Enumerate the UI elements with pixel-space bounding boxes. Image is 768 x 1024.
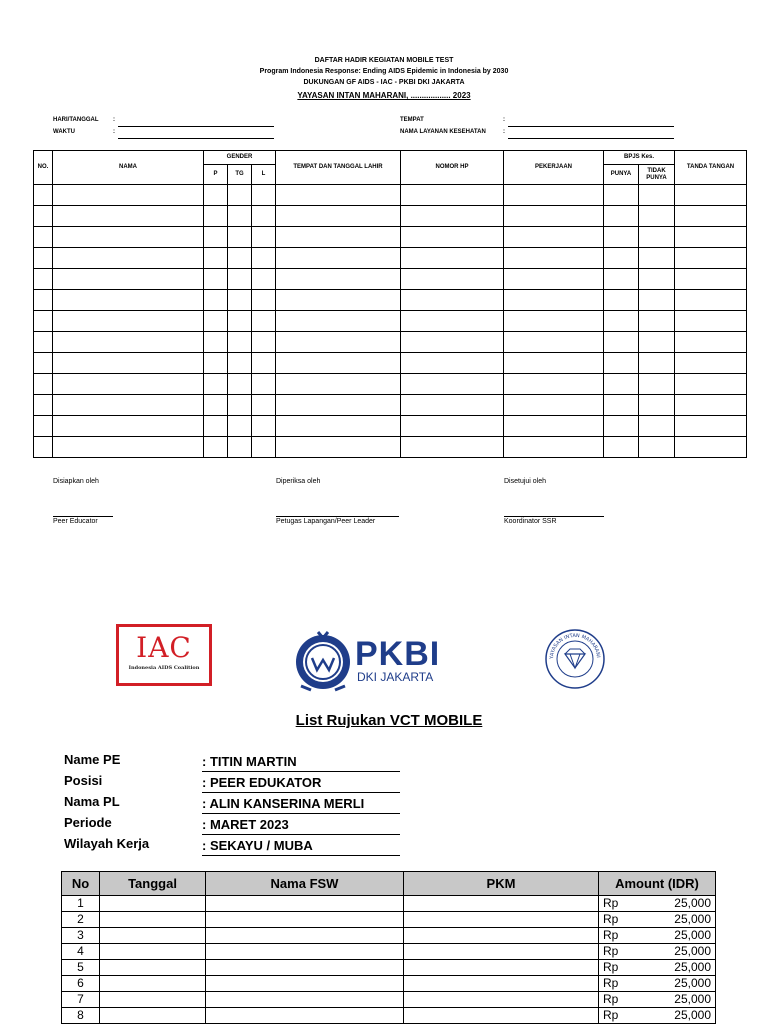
attendance-cell[interactable] — [228, 269, 252, 290]
referral-amount — [599, 896, 716, 912]
amount-value: 25,000 — [674, 960, 711, 974]
info-label: Nama PL — [64, 794, 120, 809]
doc-subtitle-yayasan: YAYASAN INTAN MAHARANI, .................. 2023 — [297, 91, 471, 100]
sig-checked-label: Diperiksa oleh — [276, 478, 321, 485]
referral-row — [62, 912, 716, 928]
attendance-cell[interactable] — [276, 227, 401, 248]
attendance-cell[interactable] — [639, 290, 675, 311]
referral-no: 1 — [62, 896, 100, 912]
doc-subtitle-support: DUKUNGAN GF AIDS - IAC - PKBI DKI JAKARTA — [303, 79, 465, 86]
amount-value: 25,000 — [674, 944, 711, 958]
ref-col-amount: Amount (IDR) — [599, 872, 716, 896]
attendance-cell[interactable] — [675, 353, 747, 374]
referral-nama-fsw[interactable] — [206, 928, 404, 944]
referral-row — [62, 992, 716, 1008]
currency-label: Rp — [603, 944, 619, 958]
referral-row — [62, 976, 716, 992]
attendance-cell[interactable] — [504, 185, 604, 206]
attendance-cell[interactable] — [228, 227, 252, 248]
colon: : — [113, 117, 115, 123]
attendance-cell[interactable] — [604, 437, 639, 458]
attendance-cell[interactable] — [675, 290, 747, 311]
attendance-cell[interactable] — [675, 227, 747, 248]
attendance-row — [34, 248, 747, 269]
info-value: : SEKAYU / MUBA — [202, 837, 400, 856]
referral-amount — [599, 1008, 716, 1024]
sig-approved-label: Disetujui oleh — [504, 478, 547, 485]
attendance-cell[interactable] — [504, 353, 604, 374]
pkbi-logo-text: PKBI — [355, 635, 441, 673]
attendance-cell[interactable] — [276, 416, 401, 437]
currency-label: Rp — [603, 976, 619, 990]
referral-pkm[interactable] — [404, 960, 599, 976]
attendance-cell[interactable] — [604, 248, 639, 269]
field-hari-tanggal[interactable] — [118, 117, 274, 127]
currency-label: Rp — [603, 1008, 619, 1022]
attendance-cell[interactable] — [604, 290, 639, 311]
attendance-cell[interactable] — [53, 185, 204, 206]
info-value: : TITIN MARTIN — [202, 753, 400, 772]
attendance-cell[interactable] — [401, 416, 504, 437]
referral-row — [62, 944, 716, 960]
referral-pkm[interactable] — [404, 976, 599, 992]
referral-amount — [599, 992, 716, 1008]
attendance-row — [34, 374, 747, 395]
attendance-cell[interactable] — [604, 353, 639, 374]
sig-prepared-label: Disiapkan oleh — [53, 478, 99, 485]
attendance-cell[interactable] — [204, 248, 228, 269]
attendance-cell[interactable] — [53, 374, 204, 395]
currency-label: Rp — [603, 960, 619, 974]
amount-value: 25,000 — [674, 1008, 711, 1022]
attendance-cell[interactable] — [639, 248, 675, 269]
field-tempat[interactable] — [508, 117, 674, 127]
col-ttl: TEMPAT DAN TANGGAL LAHIR — [276, 151, 401, 185]
attendance-cell[interactable] — [604, 269, 639, 290]
attendance-cell[interactable] — [204, 437, 228, 458]
attendance-cell[interactable] — [228, 374, 252, 395]
info-label: Posisi — [64, 773, 103, 788]
attendance-cell[interactable] — [53, 395, 204, 416]
referral-title: List Rujukan VCT MOBILE — [295, 712, 483, 729]
attendance-cell[interactable] — [604, 416, 639, 437]
referral-pkm[interactable] — [404, 992, 599, 1008]
attendance-cell[interactable] — [53, 311, 204, 332]
referral-nama-fsw[interactable] — [206, 944, 404, 960]
doc-subtitle-program: Program Indonesia Response: Ending AIDS Epidemic in Indonesia by 2030 — [259, 68, 509, 75]
attendance-cell[interactable] — [401, 206, 504, 227]
referral-no: 8 — [62, 1008, 100, 1024]
attendance-cell[interactable] — [252, 416, 276, 437]
attendance-cell[interactable] — [276, 269, 401, 290]
attendance-cell[interactable] — [401, 353, 504, 374]
attendance-cell[interactable] — [604, 395, 639, 416]
attendance-cell[interactable] — [276, 437, 401, 458]
attendance-cell[interactable] — [204, 311, 228, 332]
attendance-cell[interactable] — [639, 395, 675, 416]
attendance-cell[interactable] — [228, 353, 252, 374]
attendance-cell[interactable] — [34, 185, 53, 206]
attendance-cell[interactable] — [675, 206, 747, 227]
attendance-cell[interactable] — [252, 185, 276, 206]
info-value: : PEER EDUKATOR — [202, 774, 400, 793]
referral-tanggal[interactable] — [100, 928, 206, 944]
attendance-cell[interactable] — [34, 311, 53, 332]
attendance-cell[interactable] — [252, 269, 276, 290]
attendance-cell[interactable] — [34, 332, 53, 353]
sig-prepared-role: Peer Educator — [53, 516, 113, 525]
attendance-cell[interactable] — [53, 353, 204, 374]
attendance-cell[interactable] — [53, 290, 204, 311]
label-tempat: TEMPAT — [400, 117, 424, 123]
col-no: NO. — [34, 151, 53, 185]
currency-label: Rp — [603, 928, 619, 942]
amount-value: 25,000 — [674, 912, 711, 926]
attendance-cell[interactable] — [276, 248, 401, 269]
yayasan-seal-icon — [543, 628, 607, 690]
attendance-cell[interactable] — [204, 185, 228, 206]
referral-no: 3 — [62, 928, 100, 944]
iac-logo: IAC Indonesia AIDS Coalition — [116, 624, 212, 686]
attendance-cell[interactable] — [276, 353, 401, 374]
attendance-cell[interactable] — [204, 290, 228, 311]
referral-nama-fsw[interactable] — [206, 992, 404, 1008]
attendance-cell[interactable] — [675, 395, 747, 416]
attendance-cell[interactable] — [675, 374, 747, 395]
attendance-cell[interactable] — [34, 290, 53, 311]
attendance-cell[interactable] — [252, 290, 276, 311]
attendance-cell[interactable] — [228, 437, 252, 458]
attendance-cell[interactable] — [604, 374, 639, 395]
attendance-cell[interactable] — [604, 332, 639, 353]
col-gender: GENDER — [204, 151, 276, 165]
referral-row — [62, 928, 716, 944]
attendance-cell[interactable] — [228, 332, 252, 353]
referral-tanggal[interactable] — [100, 896, 206, 912]
amount-value: 25,000 — [674, 896, 711, 910]
attendance-cell[interactable] — [53, 416, 204, 437]
attendance-cell[interactable] — [401, 185, 504, 206]
referral-pkm[interactable] — [404, 928, 599, 944]
referral-no: 6 — [62, 976, 100, 992]
attendance-cell[interactable] — [504, 374, 604, 395]
referral-no: 2 — [62, 912, 100, 928]
attendance-cell[interactable] — [639, 332, 675, 353]
attendance-cell[interactable] — [53, 227, 204, 248]
attendance-row — [34, 185, 747, 206]
field-nama-layanan[interactable] — [508, 129, 674, 139]
referral-pkm[interactable] — [404, 896, 599, 912]
attendance-cell[interactable] — [675, 332, 747, 353]
attendance-cell[interactable] — [276, 311, 401, 332]
attendance-cell[interactable] — [252, 227, 276, 248]
attendance-cell[interactable] — [675, 248, 747, 269]
attendance-cell[interactable] — [276, 206, 401, 227]
attendance-cell[interactable] — [401, 311, 504, 332]
pkbi-emblem-icon — [293, 628, 353, 694]
sig-checked-role: Petugas Lapangan/Peer Leader — [276, 516, 399, 525]
referral-row — [62, 1008, 716, 1024]
attendance-cell[interactable] — [34, 395, 53, 416]
attendance-cell[interactable] — [204, 416, 228, 437]
attendance-cell[interactable] — [252, 332, 276, 353]
referral-nama-fsw[interactable] — [206, 912, 404, 928]
attendance-cell[interactable] — [504, 416, 604, 437]
attendance-cell[interactable] — [252, 395, 276, 416]
col-gender-l: L — [252, 165, 276, 185]
attendance-row — [34, 416, 747, 437]
attendance-row — [34, 437, 747, 458]
referral-nama-fsw[interactable] — [206, 896, 404, 912]
attendance-cell[interactable] — [504, 290, 604, 311]
attendance-cell[interactable] — [204, 332, 228, 353]
attendance-cell[interactable] — [252, 206, 276, 227]
info-label: Wilayah Kerja — [64, 836, 150, 851]
attendance-row — [34, 206, 747, 227]
attendance-cell[interactable] — [204, 353, 228, 374]
attendance-cell[interactable] — [53, 269, 204, 290]
attendance-cell[interactable] — [675, 416, 747, 437]
attendance-cell[interactable] — [252, 437, 276, 458]
col-bpjs-tidak: TIDAK PUNYA — [639, 165, 675, 185]
label-waktu: WAKTU — [53, 129, 75, 135]
referral-amount — [599, 928, 716, 944]
doc-title: DAFTAR HADIR KEGIATAN MOBILE TEST — [314, 57, 454, 64]
attendance-cell[interactable] — [401, 248, 504, 269]
attendance-cell[interactable] — [252, 353, 276, 374]
attendance-cell[interactable] — [276, 395, 401, 416]
col-hp: NOMOR HP — [401, 151, 504, 185]
referral-tanggal[interactable] — [100, 976, 206, 992]
info-label: Periode — [64, 815, 112, 830]
attendance-cell[interactable] — [639, 227, 675, 248]
pkbi-logo-subtext: DKI JAKARTA — [357, 670, 434, 684]
col-ttd: TANDA TANGAN — [675, 151, 747, 185]
attendance-cell[interactable] — [401, 395, 504, 416]
attendance-row — [34, 311, 747, 332]
referral-amount — [599, 976, 716, 992]
colon: : — [113, 129, 115, 135]
attendance-row — [34, 332, 747, 353]
attendance-cell[interactable] — [639, 416, 675, 437]
attendance-cell[interactable] — [276, 290, 401, 311]
attendance-cell[interactable] — [604, 185, 639, 206]
attendance-cell[interactable] — [53, 248, 204, 269]
ref-col-nama-fsw: Nama FSW — [206, 872, 404, 896]
info-value: : ALIN KANSERINA MERLI — [202, 795, 400, 814]
attendance-cell[interactable] — [34, 416, 53, 437]
amount-value: 25,000 — [674, 976, 711, 990]
attendance-cell[interactable] — [228, 416, 252, 437]
attendance-cell[interactable] — [401, 332, 504, 353]
attendance-cell[interactable] — [401, 290, 504, 311]
attendance-cell[interactable] — [34, 269, 53, 290]
attendance-cell[interactable] — [228, 395, 252, 416]
col-gender-p: P — [204, 165, 228, 185]
attendance-cell[interactable] — [639, 311, 675, 332]
attendance-cell[interactable] — [504, 206, 604, 227]
col-bpjs: BPJS Kes. — [604, 151, 675, 165]
attendance-cell[interactable] — [204, 374, 228, 395]
attendance-cell[interactable] — [34, 227, 53, 248]
currency-label: Rp — [603, 896, 619, 910]
attendance-cell[interactable] — [204, 206, 228, 227]
referral-tanggal[interactable] — [100, 912, 206, 928]
attendance-cell[interactable] — [228, 185, 252, 206]
col-gender-tg: TG — [228, 165, 252, 185]
referral-no: 5 — [62, 960, 100, 976]
field-waktu[interactable] — [118, 129, 274, 139]
referral-amount — [599, 944, 716, 960]
attendance-cell[interactable] — [639, 353, 675, 374]
attendance-cell[interactable] — [604, 206, 639, 227]
referral-nama-fsw[interactable] — [206, 1008, 404, 1024]
sig-approved-role: Koordinator SSR — [504, 516, 604, 525]
attendance-cell[interactable] — [504, 437, 604, 458]
attendance-cell[interactable] — [401, 269, 504, 290]
attendance-cell[interactable] — [604, 227, 639, 248]
attendance-cell[interactable] — [276, 185, 401, 206]
attendance-cell[interactable] — [604, 311, 639, 332]
label-nama-layanan: NAMA LAYANAN KESEHATAN — [400, 129, 486, 135]
attendance-cell[interactable] — [204, 395, 228, 416]
attendance-cell[interactable] — [639, 437, 675, 458]
attendance-cell[interactable] — [34, 206, 53, 227]
attendance-cell[interactable] — [504, 227, 604, 248]
info-label: Name PE — [64, 752, 121, 767]
col-pekerjaan: PEKERJAAN — [504, 151, 604, 185]
attendance-cell[interactable] — [53, 206, 204, 227]
ref-col-tanggal: Tanggal — [100, 872, 206, 896]
referral-amount — [599, 912, 716, 928]
referral-pkm[interactable] — [404, 1008, 599, 1024]
attendance-cell[interactable] — [228, 248, 252, 269]
attendance-cell[interactable] — [675, 311, 747, 332]
referral-row — [62, 960, 716, 976]
attendance-cell[interactable] — [639, 269, 675, 290]
referral-nama-fsw[interactable] — [206, 976, 404, 992]
attendance-cell[interactable] — [504, 395, 604, 416]
attendance-cell[interactable] — [252, 374, 276, 395]
col-nama: NAMA — [53, 151, 204, 185]
referral-table — [61, 871, 716, 1024]
attendance-cell[interactable] — [276, 374, 401, 395]
attendance-cell[interactable] — [228, 290, 252, 311]
attendance-cell[interactable] — [53, 437, 204, 458]
col-bpjs-punya: PUNYA — [604, 165, 639, 185]
attendance-cell[interactable] — [228, 311, 252, 332]
attendance-cell[interactable] — [34, 353, 53, 374]
attendance-cell[interactable] — [639, 206, 675, 227]
referral-nama-fsw[interactable] — [206, 960, 404, 976]
attendance-cell[interactable] — [504, 248, 604, 269]
attendance-cell[interactable] — [639, 374, 675, 395]
label-hari-tanggal: HARI/TANGGAL — [53, 117, 99, 123]
attendance-cell[interactable] — [401, 437, 504, 458]
referral-no: 4 — [62, 944, 100, 960]
attendance-cell[interactable] — [204, 227, 228, 248]
ref-col-pkm: PKM — [404, 872, 599, 896]
attendance-cell[interactable] — [504, 311, 604, 332]
referral-amount — [599, 960, 716, 976]
attendance-cell[interactable] — [252, 248, 276, 269]
referral-tanggal[interactable] — [100, 960, 206, 976]
attendance-cell[interactable] — [276, 332, 401, 353]
attendance-row — [34, 227, 747, 248]
attendance-cell[interactable] — [34, 248, 53, 269]
attendance-table — [33, 150, 747, 458]
amount-value: 25,000 — [674, 928, 711, 942]
attendance-cell[interactable] — [204, 269, 228, 290]
referral-pkm[interactable] — [404, 912, 599, 928]
attendance-row — [34, 395, 747, 416]
attendance-row — [34, 269, 747, 290]
svg-text:YAYASAN INTAN MAHARANI: YAYASAN INTAN MAHARANI — [548, 632, 601, 660]
amount-value: 25,000 — [674, 992, 711, 1006]
attendance-row — [34, 290, 747, 311]
currency-label: Rp — [603, 912, 619, 926]
referral-no: 7 — [62, 992, 100, 1008]
attendance-cell[interactable] — [401, 227, 504, 248]
attendance-cell[interactable] — [252, 311, 276, 332]
attendance-cell[interactable] — [504, 269, 604, 290]
attendance-cell[interactable] — [675, 437, 747, 458]
currency-label: Rp — [603, 992, 619, 1006]
attendance-row — [34, 353, 747, 374]
attendance-cell[interactable] — [401, 374, 504, 395]
referral-tanggal[interactable] — [100, 992, 206, 1008]
referral-tanggal[interactable] — [100, 944, 206, 960]
attendance-cell[interactable] — [675, 269, 747, 290]
attendance-cell[interactable] — [34, 437, 53, 458]
info-value: : MARET 2023 — [202, 816, 400, 835]
referral-pkm[interactable] — [404, 944, 599, 960]
referral-row — [62, 896, 716, 912]
ref-col-no: No — [62, 872, 100, 896]
attendance-cell[interactable] — [675, 185, 747, 206]
colon: : — [503, 129, 505, 135]
colon: : — [503, 117, 505, 123]
attendance-cell[interactable] — [639, 185, 675, 206]
attendance-cell[interactable] — [228, 206, 252, 227]
attendance-cell[interactable] — [53, 332, 204, 353]
referral-tanggal[interactable] — [100, 1008, 206, 1024]
attendance-cell[interactable] — [504, 332, 604, 353]
attendance-cell[interactable] — [34, 374, 53, 395]
